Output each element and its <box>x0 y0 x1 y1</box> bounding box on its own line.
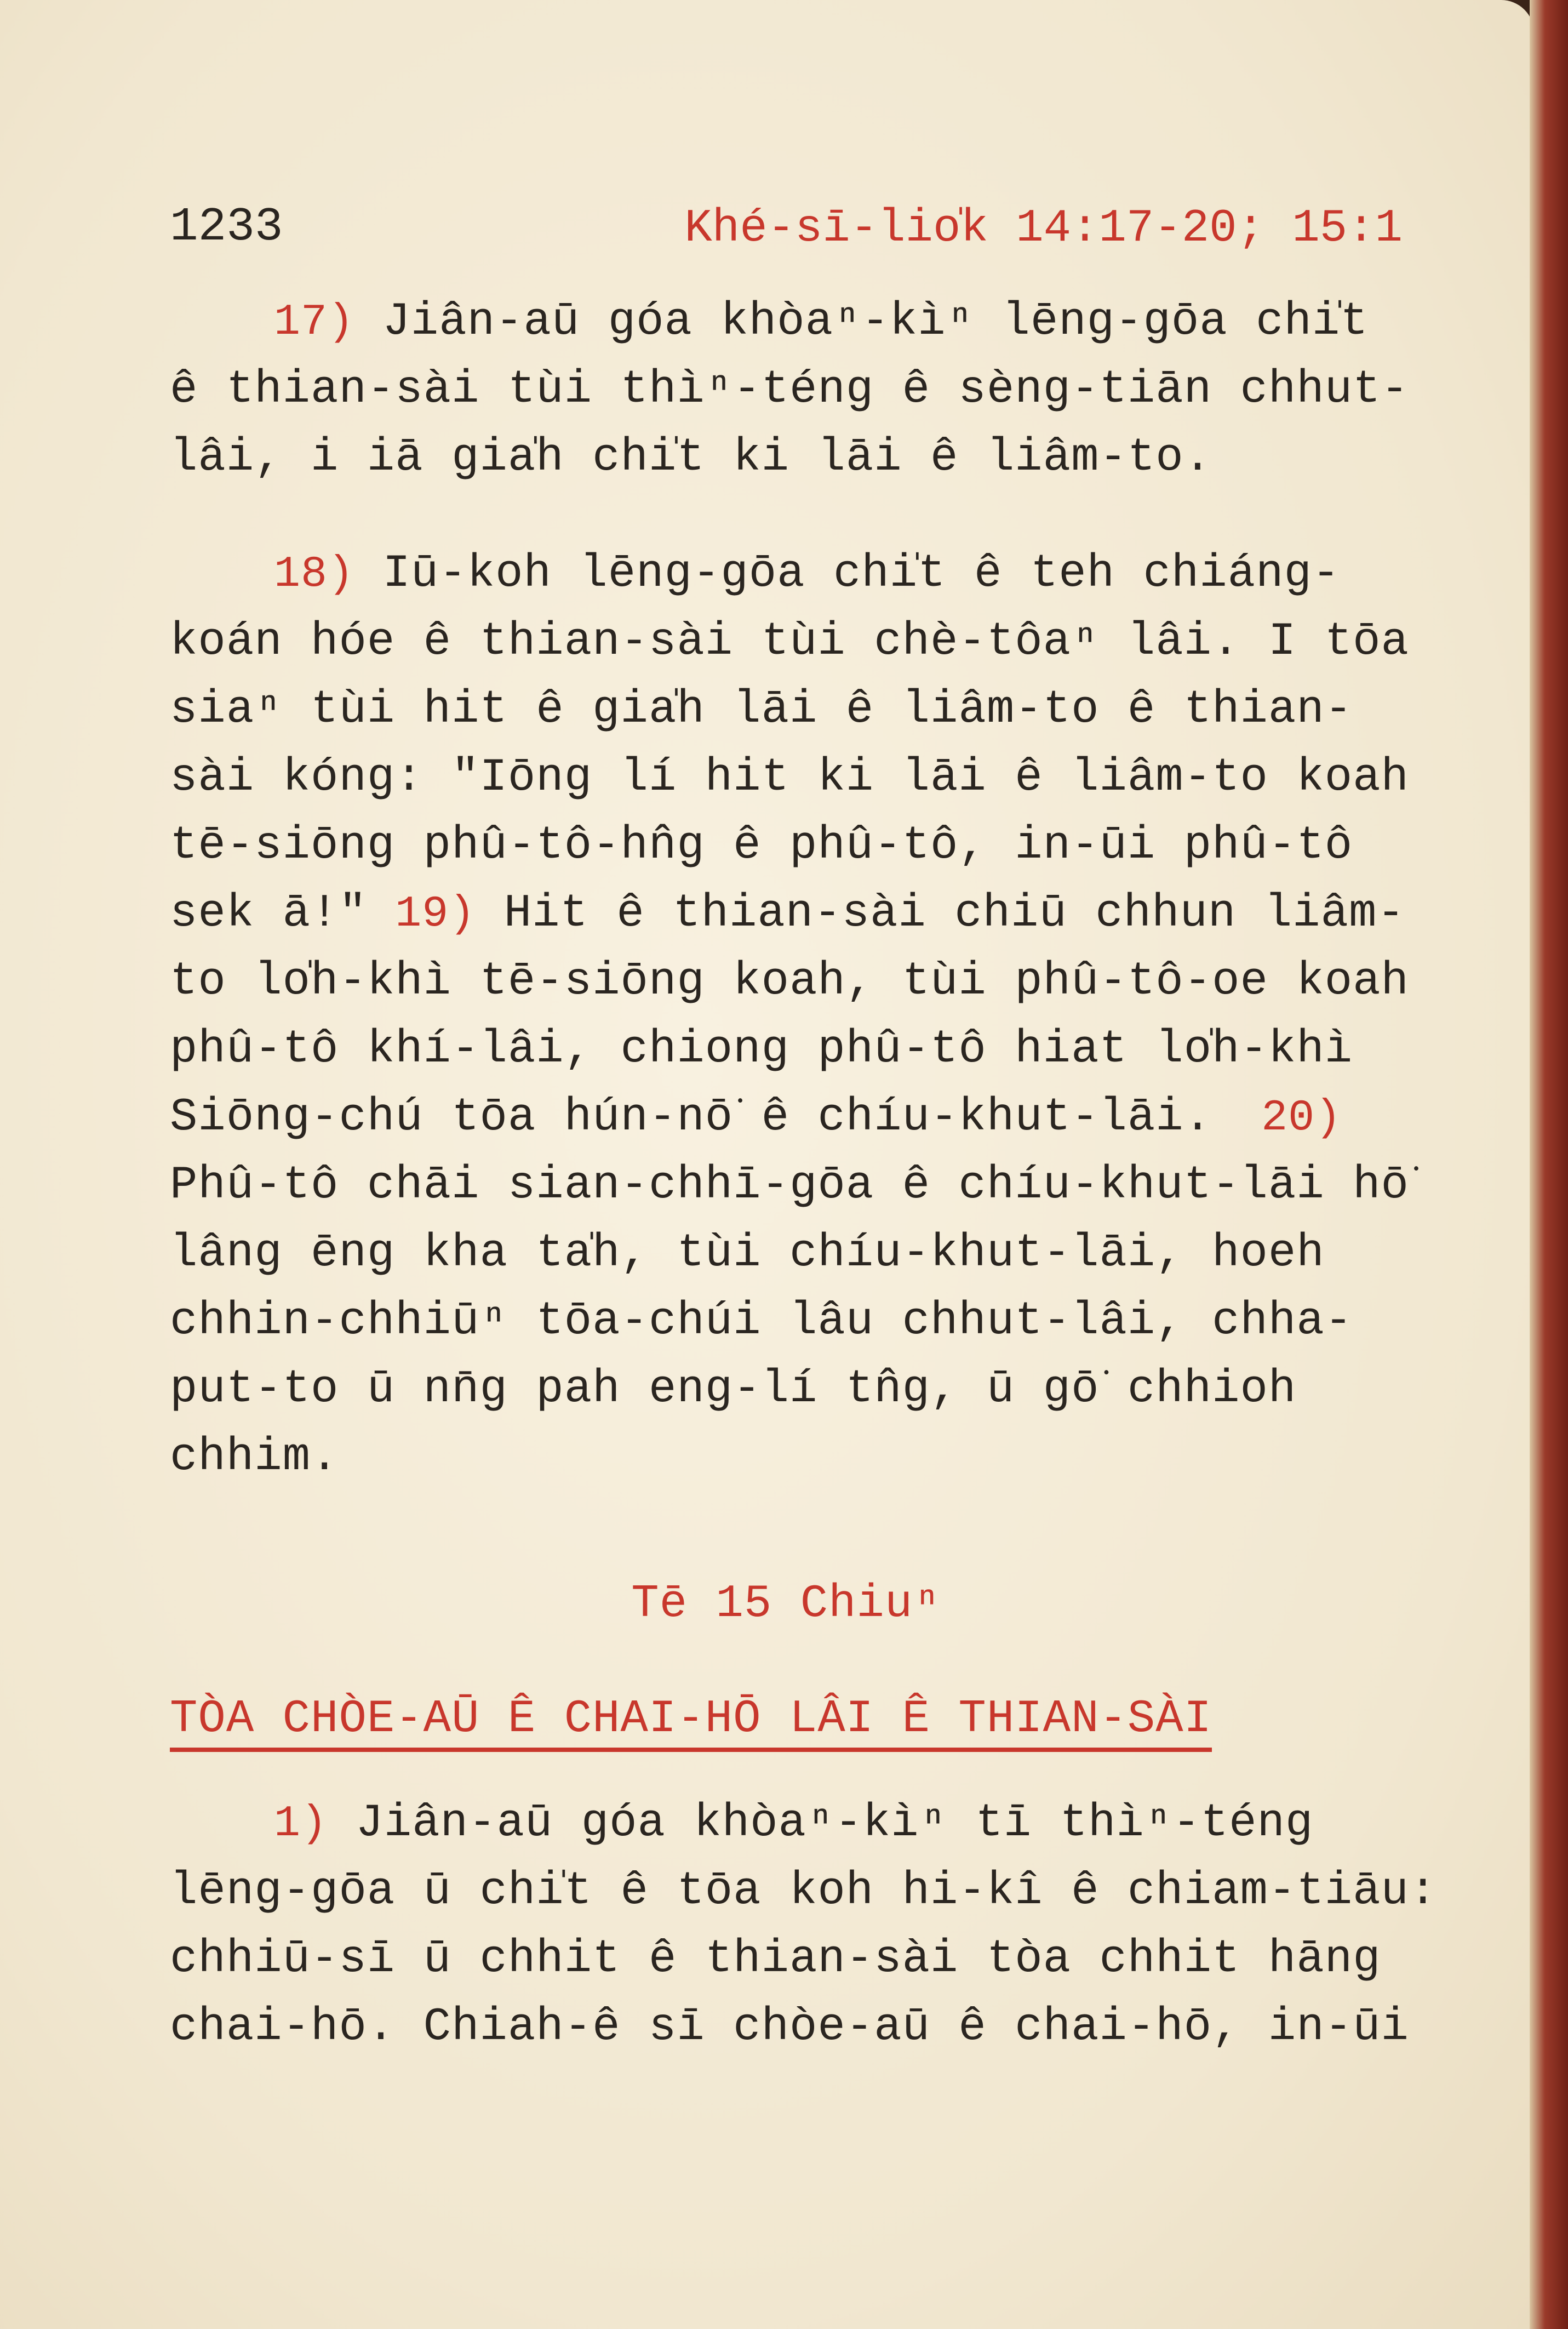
line-text: phû-tô khí-lâi, chiong phû-tô hiat lo̍h-khì <box>170 1024 1353 1076</box>
text-line <box>170 364 1409 416</box>
text-line <box>170 296 1369 348</box>
text-line <box>170 616 1409 668</box>
text-line <box>170 1933 1381 1985</box>
verse-number: 17) <box>274 298 355 347</box>
line-text: chhin-chhiūⁿ tōa-chúi lâu chhut-lâi, chha- <box>170 1295 1353 1348</box>
text-line <box>170 1024 1353 1076</box>
text-line <box>170 548 1340 600</box>
verse-number: 1) <box>274 1799 328 1849</box>
line-text: to lo̍h-khì tē-siōng koah, tùi phû-tô-oe koah <box>170 956 1409 1008</box>
text-line <box>170 1363 1296 1415</box>
verse-number: 20) <box>1261 1093 1342 1143</box>
line-text: Jiân-aū góa khòaⁿ-kìⁿ tī thìⁿ-téng <box>328 1797 1314 1850</box>
text-line <box>170 432 1212 484</box>
text-line <box>170 1797 1313 1850</box>
verse-number: 19) <box>395 889 476 939</box>
text-line <box>170 2001 1409 2053</box>
text-line <box>170 1092 1342 1144</box>
line-text: koán hóe ê thian-sài tùi chè-tôaⁿ lâi. I tōa <box>170 616 1409 668</box>
line-text: lâng ēng kha ta̍h, tùi chíu-khut-lāi, hoeh <box>170 1228 1325 1280</box>
page-edge <box>1530 0 1568 2329</box>
line-text: put-to ū nn̄g pah eng-lí tn̂g, ū gō͘ chhioh <box>170 1363 1297 1415</box>
line-text: Phû-tô chāi sian-chhī-gōa ê chíu-khut-lāi hō͘ <box>170 1160 1409 1212</box>
line-text: Hit ê thian-sài chiū chhun liâm- <box>476 888 1405 940</box>
line-text: lēng-gōa ū chi̍t ê tōa koh hi-kî ê chiam-tiāu: <box>170 1865 1438 1917</box>
text-line <box>170 684 1353 736</box>
line-text: Siōng-chú tōa hún-nō͘ ê chíu-khut-lāi. <box>170 1092 1212 1144</box>
text-line <box>170 1228 1325 1280</box>
line-text: lâi, i iā gia̍h chi̍t ki lāi ê liâm-to. <box>170 432 1212 484</box>
line-text: sài kóng: "Iōng lí hit ki lāi ê liâm-to koah <box>170 752 1409 804</box>
line-text: Jiân-aū góa khòaⁿ-kìⁿ lēng-gōa chi̍t <box>354 296 1369 348</box>
page-header <box>170 200 1403 255</box>
line-text: Iū-koh lēng-gōa chi̍t ê teh chiáng- <box>354 548 1341 600</box>
line-text: chhim. <box>170 1431 339 1483</box>
text-line <box>170 1865 1437 1917</box>
running-head: Khé-sī-lio̍k 14:17-20; 15:1 <box>684 203 1403 255</box>
line-text: tē-siōng phû-tô-hn̂g ê phû-tô, in-ūi phû-tô <box>170 820 1353 872</box>
text-line <box>170 1431 339 1483</box>
text-line <box>170 752 1409 804</box>
text-line <box>170 888 1405 940</box>
section-title-text: TÒA CHÒE-AŪ Ê CHAI-HŌ LÂI Ê THIAN-SÀI <box>170 1693 1212 1752</box>
line-text: chhiū-sī ū chhit ê thian-sài tòa chhit hāng <box>170 1933 1381 1985</box>
line-text: siaⁿ tùi hit ê gia̍h lāi ê liâm-to ê thian- <box>170 684 1353 736</box>
line-text: chai-hō. Chiah-ê sī chòe-aū ê chai-hō, in-ūi <box>170 2001 1409 2053</box>
text-line <box>170 956 1409 1008</box>
line-text: sek ā!" <box>170 888 396 940</box>
verse-number: 18) <box>274 550 355 600</box>
page-number: 1233 <box>170 200 283 254</box>
section-title <box>170 1693 1212 1745</box>
chapter-heading: Tē 15 Chiuⁿ <box>631 1578 941 1630</box>
text-line <box>170 820 1353 872</box>
text-line <box>170 1295 1353 1348</box>
line-text: ê thian-sài tùi thìⁿ-téng ê sèng-tiān chhut- <box>170 364 1409 416</box>
text-line <box>170 1160 1409 1212</box>
